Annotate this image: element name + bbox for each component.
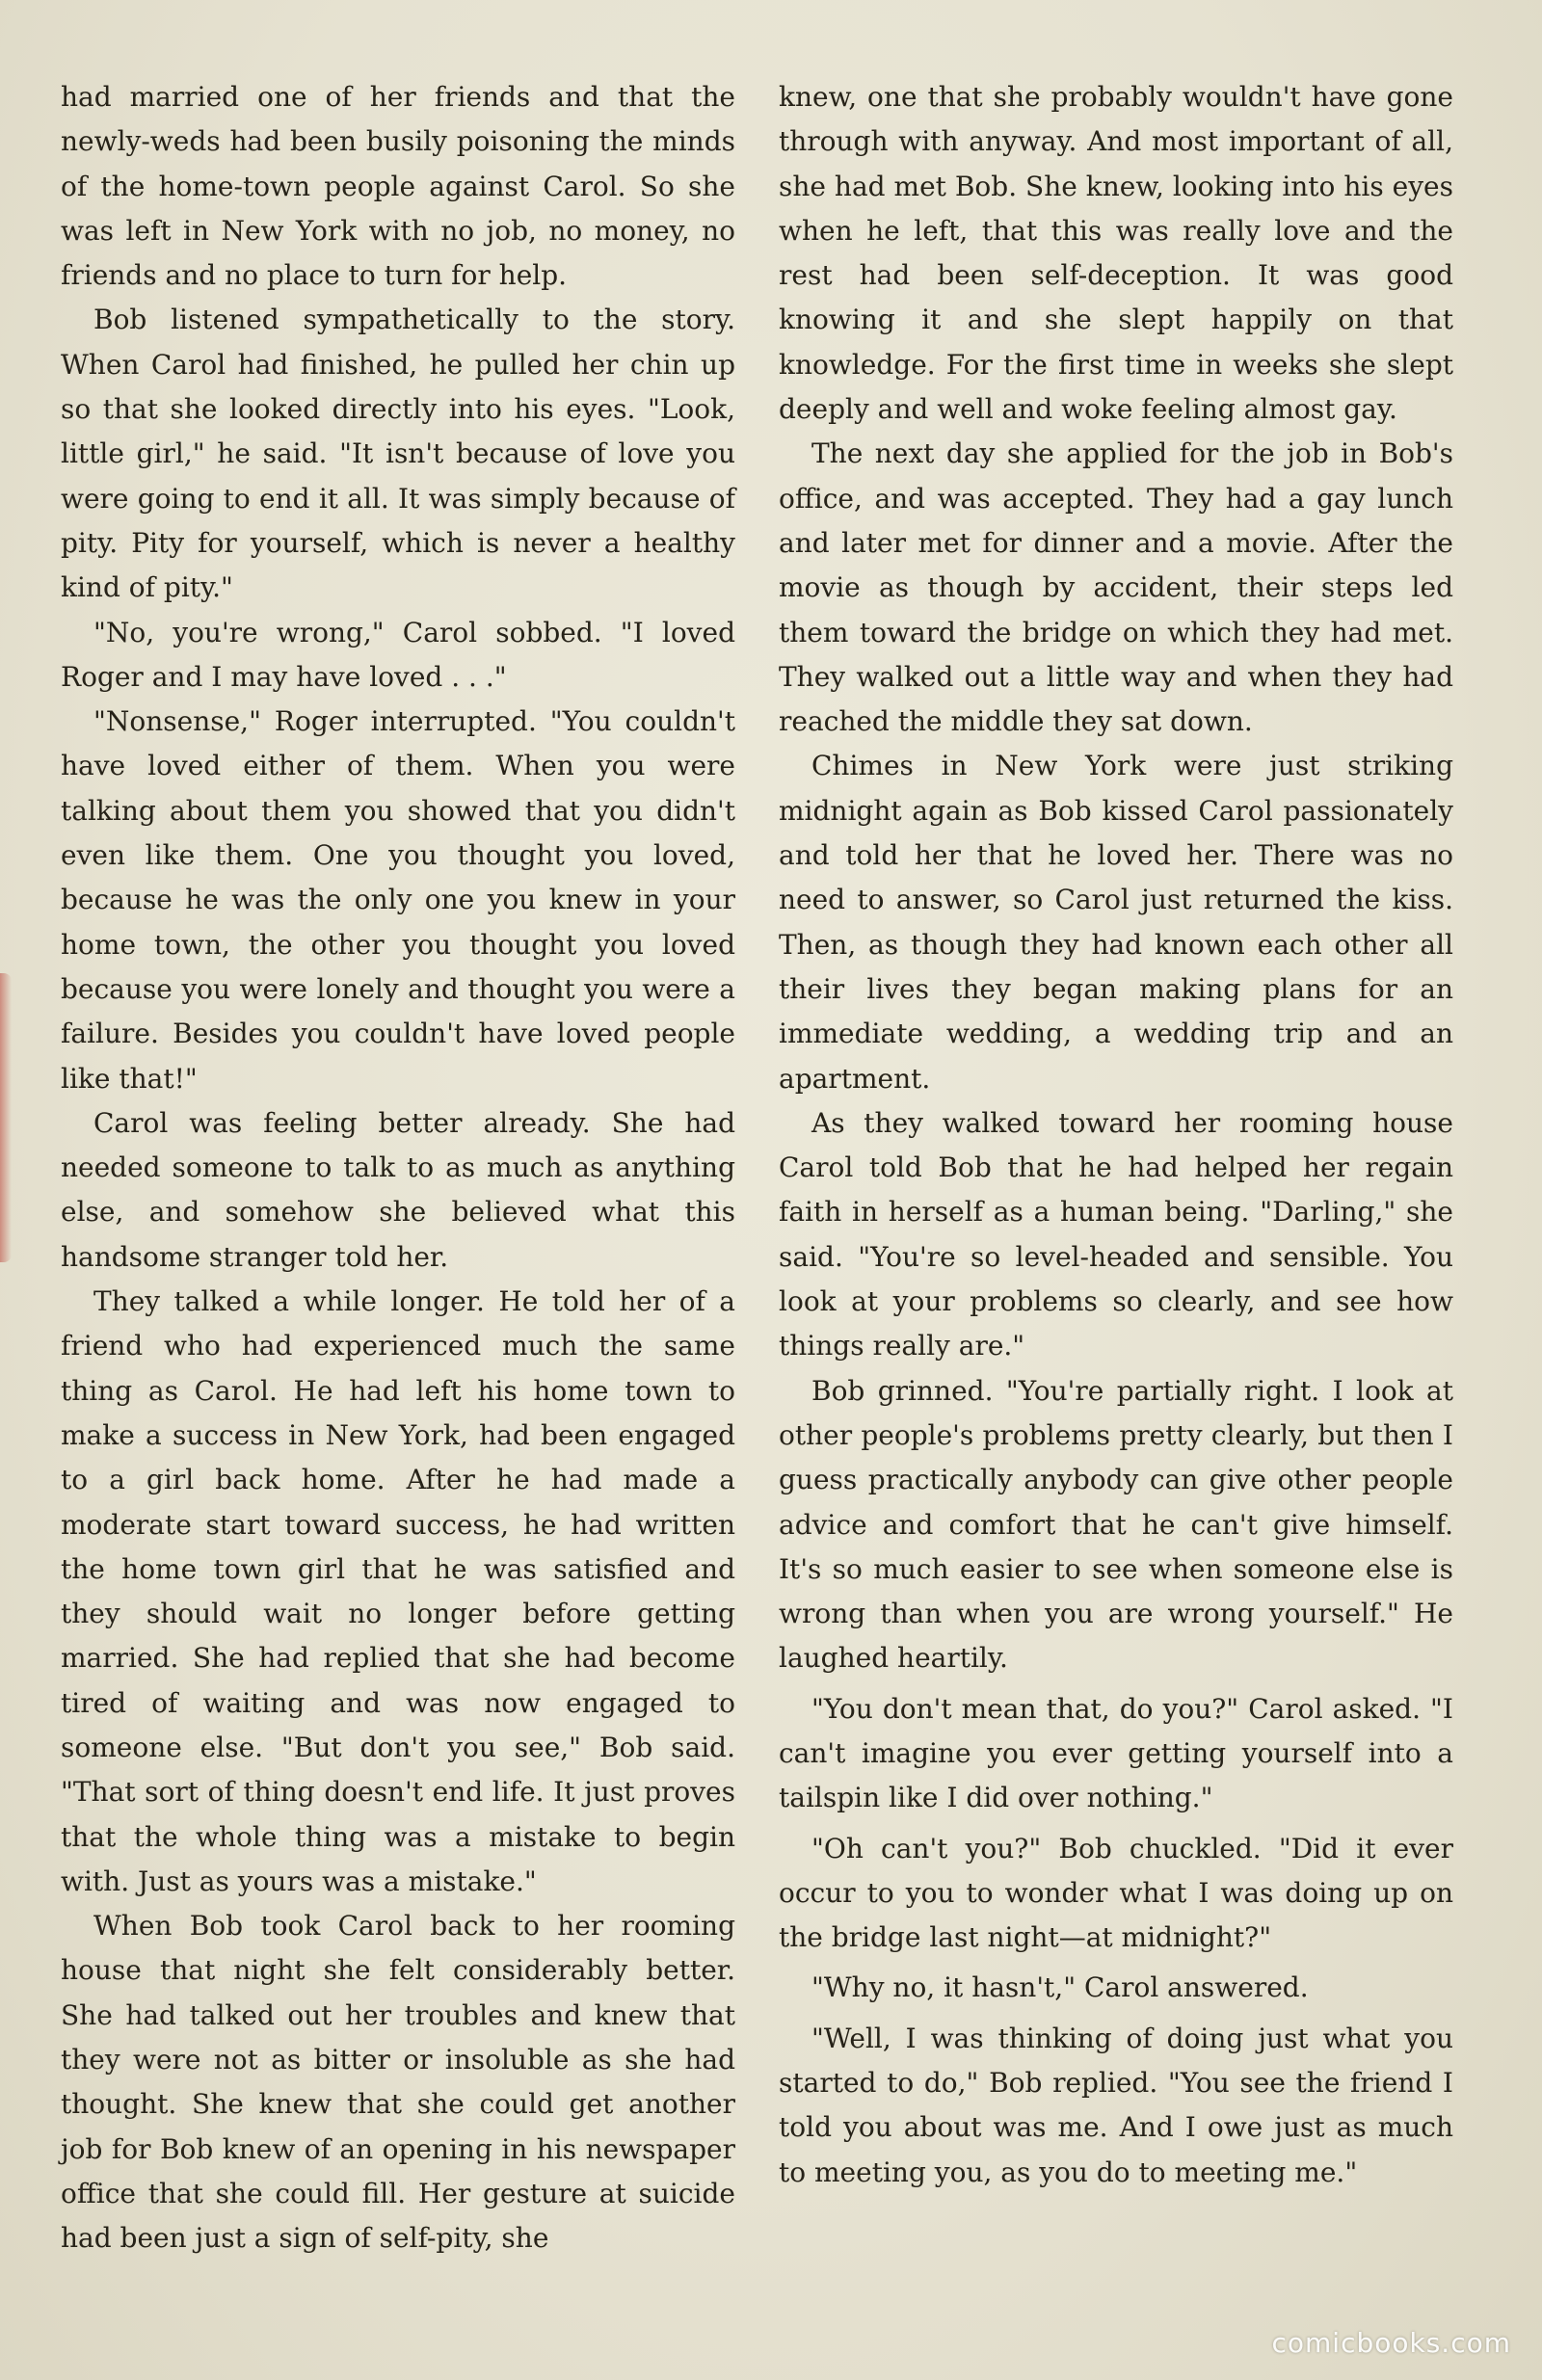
page-edge-stain (0, 973, 12, 1262)
paragraph: Bob grinned. "You're partially right. I look at other people's problems pretty clearly, but then I guess practically anybody can give other people advice and comfort that he can't give himself. It's so much easier to see when someone else is wrong than when you are wrong yourself." He laughed heartily. (779, 1374, 1453, 1675)
paragraph: knew, one that she probably wouldn't have gone through with anyway. And most important of all, she had met Bob. She knew, looking into his eyes when he left, that this was really love and the rest had been self-deception. It was good knowing it and she slept happily on that knowledge. For the first time in weeks she slept deeply and well and woke feeling almost gay. (779, 81, 1453, 426)
paragraph: "Why no, it hasn't," Carol answered. (811, 1971, 1309, 2004)
right-text-column (779, 75, 1453, 2195)
paragraph: "Well, I was thinking of doing just what you started to do," Bob replied. "You see the friend I told you about was me. And I owe just as much to meeting you, as you do to meeting me." (779, 2022, 1453, 2188)
paragraph: "You don't mean that, do you?" Carol asked. "I can't imagine you ever getting yourself into a tailspin like I did over nothing." (779, 1692, 1453, 1814)
left-text-column (61, 75, 735, 2261)
paragraph: "Oh can't you?" Bob chuckled. "Did it ever occur to you to wonder what I was doing up on the bridge last night—at midnight?" (779, 1832, 1453, 1954)
paragraph: The next day she applied for the job in Bob's office, and was accepted. They had a gay lunch and later met for dinner and a movie. After the movie as though by accident, their steps led them toward the bridge on which they had met. They walked out a little way and when they had reached the middle they sat down. (779, 437, 1453, 738)
paragraph: Chimes in New York were just striking midnight again as Bob kissed Carol passionately and told her that he loved her. There was no need to answer, so Carol just returned the kiss. Then, as though they had known each other all their lives they began making plans for an immediate wedding, a wedding trip and an apartment. (779, 750, 1453, 1095)
paragraph: Bob listened sympathetically to the story. When Carol had finished, he pulled her chin up so that she looked directly into his eyes. "Look, little girl," he said. "It isn't because of love you were going to end it all. It was simply because of pity. Pity for yourself, which is never a healthy kind of pity." (61, 304, 735, 604)
paragraph: "Nonsense," Roger interrupted. "You couldn't have loved either of them. When you were talking about them you showed that you didn't even like them. One you thought you loved, because he was the only one you knew in your home town, the other you thought you loved because you were lonely and thought you were a failure. Besides you couldn't have loved people like that!" (61, 705, 735, 1095)
paragraph: "No, you're wrong," Carol sobbed. "I loved Roger and I may have loved . . ." (61, 616, 735, 693)
paragraph: had married one of her friends and that the newly-weds had been busily poisoning the minds of the home-town people against Carol. So she was left in New York with no job, no money, no friends and no place to turn for help. (61, 81, 735, 292)
paragraph: They talked a while longer. He told her of a friend who had experienced much the same thing as Carol. He had left his home town to make a success in New York, had been engaged to a girl back home. After he had made a moderate start toward success, he had written the home town girl that he was satisfied and they should wait no longer before getting married. She had replied that she had become tired of waiting and was now engaged to someone else. "But don't you see," Bob said. "That sort of thing doesn't end life. It just proves that the whole thing was a mistake to begin with. Just as yours was a mistake." (61, 1285, 735, 1897)
paragraph: Carol was feeling better already. She had needed someone to talk to as much as anything else, and somehow she believed what this handsome stranger told her. (61, 1106, 735, 1273)
watermark: comicbooks.com (1271, 2327, 1511, 2359)
paragraph: When Bob took Carol back to her rooming house that night she felt considerably better. She had talked out her troubles and knew that they were not as bitter or insoluble as she had thought. She knew that she could get another job for Bob knew of an opening in his newspaper office that she could fill. Her gesture at suicide had been just a sign of self-pity, she (61, 1910, 735, 2255)
paragraph: As they walked toward her rooming house Carol told Bob that he had helped her regain faith in herself as a human being. "Darling," she said. "You're so level-headed and sensible. You look at your problems so clearly, and see how things really are." (779, 1106, 1453, 1362)
